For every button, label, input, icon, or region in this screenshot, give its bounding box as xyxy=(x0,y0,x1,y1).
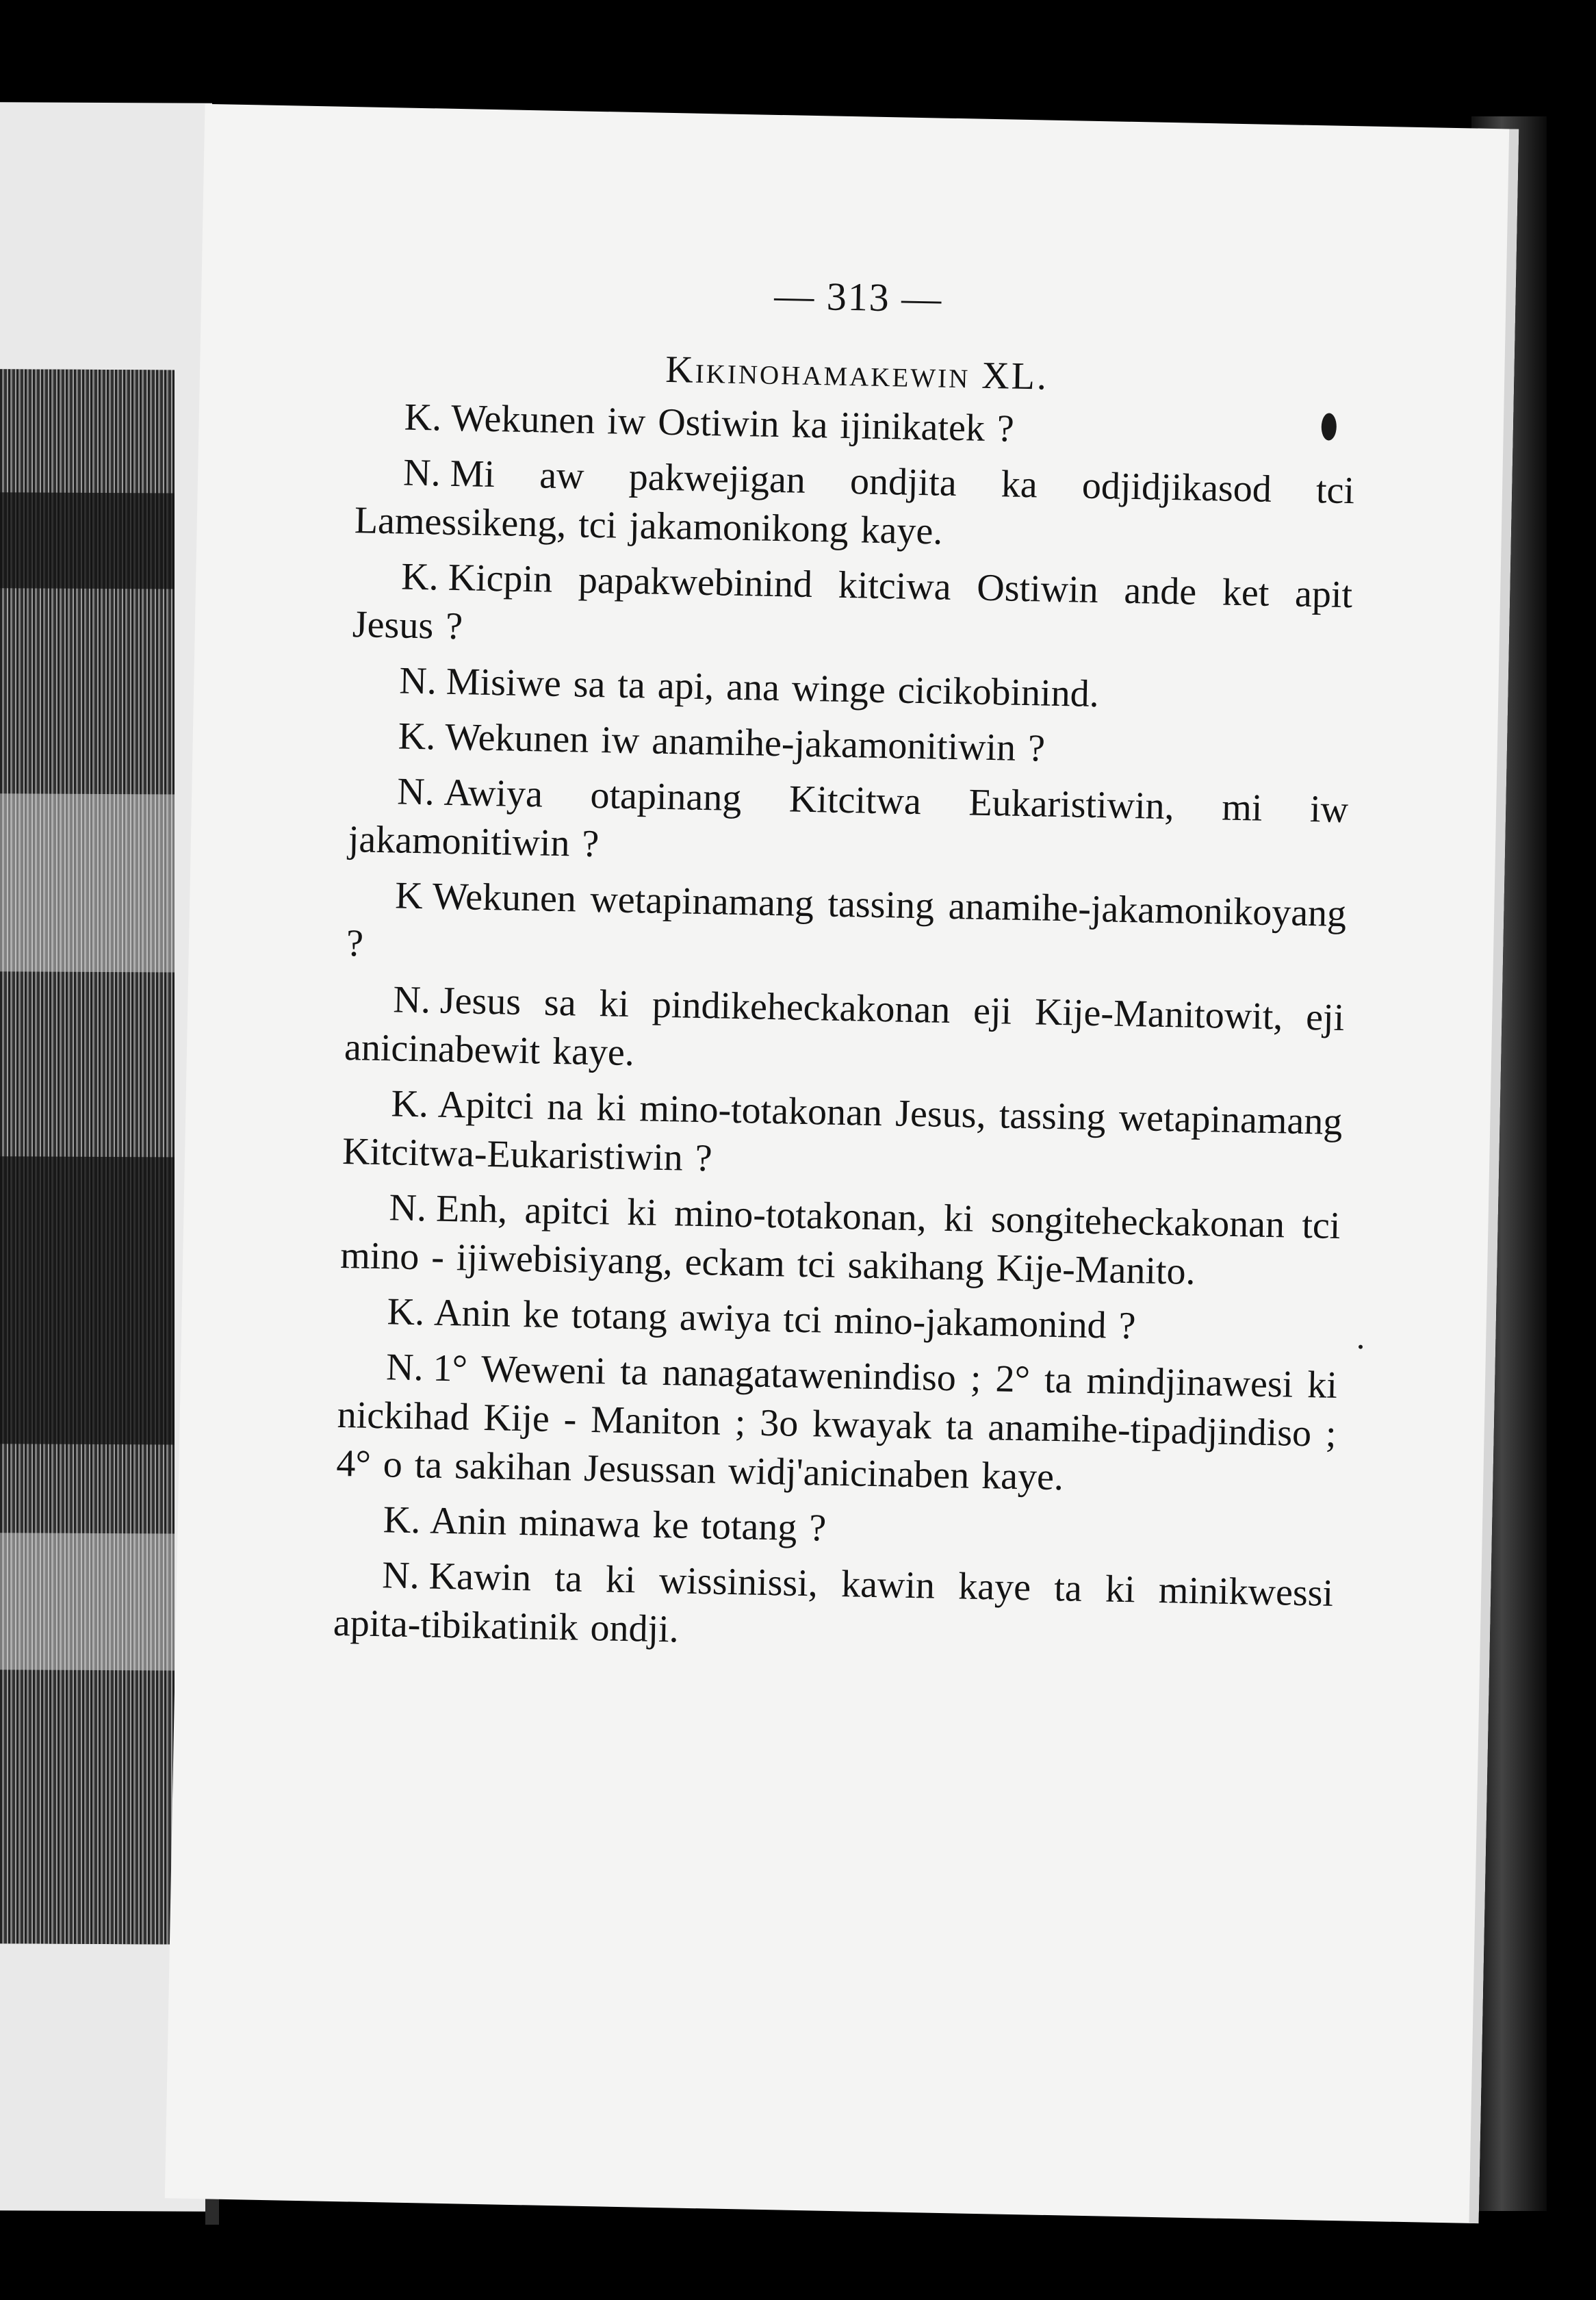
catechism-entry xyxy=(340,1183,1341,1299)
entry-text: Mi aw pakwejigan ondjita ka odjidjikasod tci Lamessikeng, tci jakamonikong kaye. xyxy=(354,452,1355,553)
catechism-entry xyxy=(335,1495,1335,1563)
entry-text: Wekunen wetapinamang tassing anamihe-jakamonikoyang ? xyxy=(346,875,1347,965)
catechism-entry xyxy=(344,975,1344,1091)
speaker-label: N. xyxy=(402,451,441,495)
engraving-shadow xyxy=(0,492,175,589)
catechism-entry xyxy=(346,871,1346,987)
catechism-entry xyxy=(333,1550,1333,1667)
speaker-label: N. xyxy=(385,1346,424,1390)
speaker-label: K. xyxy=(390,1082,429,1126)
engraving-highlight xyxy=(0,793,175,972)
speaker-label: K. xyxy=(387,1290,425,1334)
entry-text: 1° Weweni ta nanagatawenindiso ; 2° ta mindjinawesi ki nickihad Kije - Maniton ; 3o kwayak ta anamihe-tipadjindiso ; 4° o ta sakihan Jesussan widj'anicinaben kaye. xyxy=(335,1346,1338,1499)
catechism-entry xyxy=(354,448,1354,564)
speaker-label: N. xyxy=(396,770,435,814)
entry-text: Anin minawa ke totang ? xyxy=(429,1499,827,1550)
engraving-figure xyxy=(0,1156,175,1444)
speaker-label: N. xyxy=(389,1186,427,1230)
speaker-label: N. xyxy=(398,659,437,703)
entry-text: Jesus sa ki pindikeheckakonan eji Kije-Manitowit, eji anicinabewit kaye. xyxy=(344,979,1345,1075)
catechism-entry xyxy=(350,711,1350,779)
entry-text: Misiwe sa ta api, ana winge cicikobinind. xyxy=(446,660,1100,716)
catechism-entry xyxy=(336,1342,1338,1507)
entry-text: Anin ke totang awiya tci mino-jakamonind ? xyxy=(433,1291,1137,1348)
catechism-entry xyxy=(351,656,1351,724)
entry-text: Wekunen iw Ostiwin ka ijinikatek ? xyxy=(450,396,1015,450)
speaker-label: N. xyxy=(381,1554,420,1598)
speaker-label: K. xyxy=(404,396,442,439)
chapter-title: Kikinohamakewin XL. xyxy=(665,348,1049,398)
catechism-entry xyxy=(348,767,1348,883)
entry-text: Enh, apitci ki mino-totakonan, ki songiteheckakonan tci mino - ijiwebisiyang, eckam tci sakihang Kije-Manito. xyxy=(339,1187,1341,1293)
entry-text: Kicpin papakwebinind kitciwa Ostiwin ande ket apit Jesus ? xyxy=(352,556,1353,648)
catechism-entry xyxy=(356,392,1356,460)
entry-text: Awiya otapinang Kitcitwa Eukaristiwin, mi iw jakamonitiwin ? xyxy=(348,771,1349,866)
speaker-label: N. xyxy=(392,978,431,1022)
speaker-label: K. xyxy=(400,555,439,599)
entry-text: Wekunen iw anamihe-jakamonitiwin ? xyxy=(444,715,1046,770)
entry-text: Apitci na ki mino-totakonan Jesus, tassing wetapinamang Kitcitwa-Eukaristiwin ? xyxy=(342,1083,1343,1180)
catechism-entry xyxy=(339,1287,1339,1355)
speaker-label: K. xyxy=(398,715,436,758)
page-number: — 313 — xyxy=(773,272,943,321)
entry-text: Kawin ta ki wissinissi, kawin kaye ta ki minikwessi apita-tibikatinik ondji. xyxy=(333,1555,1334,1651)
catechism-entry xyxy=(352,552,1352,668)
ink-speck xyxy=(1359,1345,1363,1349)
catechism-entry xyxy=(342,1079,1343,1195)
speaker-label: K. xyxy=(383,1498,421,1542)
page-text xyxy=(333,264,1359,1674)
engraving-illustration xyxy=(0,369,175,1944)
book-page xyxy=(165,104,1519,2223)
engraving-drapery xyxy=(0,1533,175,1670)
speaker-label: K xyxy=(394,874,424,918)
